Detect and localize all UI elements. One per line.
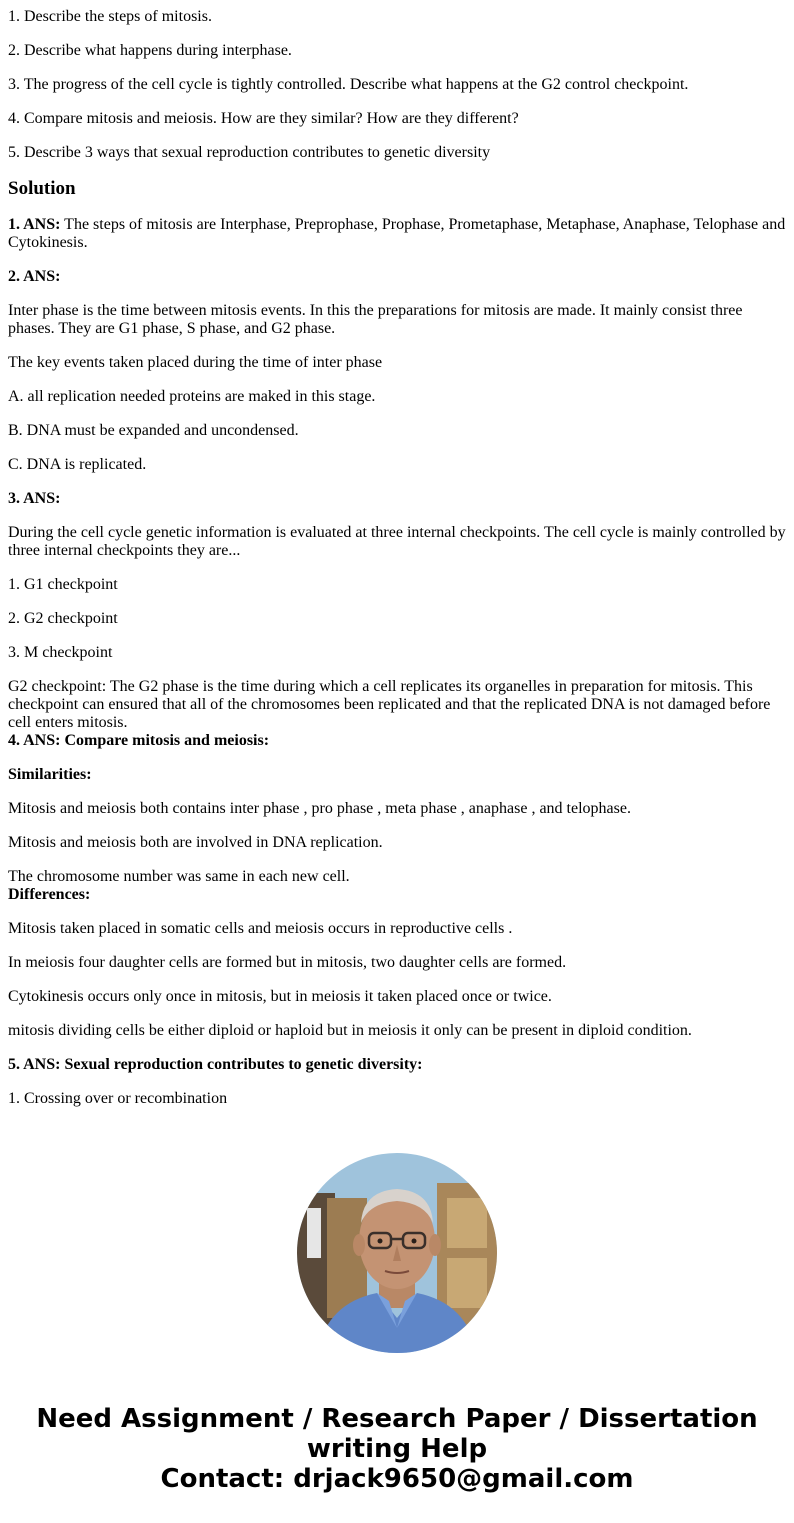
answer-1-label: 1. ANS: [8, 216, 61, 233]
similarity-item: Mitosis and meiosis both contains inter phase , pro phase , meta phase , anaphase , and telophase. [8, 800, 631, 817]
answer-4-label [8, 732, 790, 750]
question-4: 4. Compare mitosis and meiosis. How are they similar? How are they different? [8, 110, 519, 127]
answer-4-label-text: 4. ANS: Compare mitosis and meiosis: [8, 732, 270, 749]
answer-5-label-text: 5. ANS: Sexual reproduction contributes to genetic diversity: [8, 1056, 423, 1073]
similarity-item: Mitosis and meiosis both are involved in DNA replication. [8, 834, 383, 851]
answer-2-key-events: The key events taken placed during the time of inter phase [8, 354, 383, 371]
question-1: 1. Describe the steps of mitosis. [8, 8, 212, 25]
difference-item: In meiosis four daughter cells are formed but in mitosis, two daughter cells are formed. [8, 954, 567, 971]
answer-2-label [8, 268, 790, 286]
similarity-item: The chromosome number was same in each new cell. [8, 868, 350, 885]
answer-2-item: A. all replication needed proteins are maked in this stage. [8, 388, 376, 405]
answer-3-g2: G2 checkpoint: The G2 phase is the time during which a cell replicates its organelles in preparation for mitosis. This checkpoint can ensured that all of the chromosomes been replicated and that the replicated DNA is not damaged before cell enters mitosis. [8, 678, 771, 731]
difference-item: Cytokinesis occurs only once in mitosis, but in meiosis it taken placed once or twice. [8, 988, 552, 1005]
answer-2-item: C. DNA is replicated. [8, 456, 147, 473]
answer-3-intro: During the cell cycle genetic information is evaluated at three internal checkpoints. The cell cycle is mainly controlled by three internal checkpoints they are... [8, 524, 786, 559]
document-body [8, 8, 790, 1124]
differences-label-text: Differences: [8, 886, 91, 903]
answer-5-label [8, 1056, 790, 1074]
similarities-label-text: Similarities: [8, 766, 92, 783]
question-5: 5. Describe 3 ways that sexual reproduction contributes to genetic diversity [8, 144, 491, 161]
answer-3-label [8, 490, 790, 508]
answer-2-item: B. DNA must be expanded and uncondensed. [8, 422, 299, 439]
answer-2-label-text: 2. ANS: [8, 268, 61, 285]
answer-3-label-text: 3. ANS: [8, 490, 61, 507]
answer-2-intro: Inter phase is the time between mitosis events. In this the preparations for mitosis are made. It mainly consist three phases. They are G1 phase, S phase, and G2 phase. [8, 302, 743, 337]
answer-1 [8, 216, 790, 252]
difference-item: mitosis dividing cells be either diploid or haploid but in meiosis it only can be present in diploid condition. [8, 1022, 692, 1039]
contact-footer [0, 1404, 794, 1494]
differences-label [8, 886, 790, 904]
answer-3-item: 3. M checkpoint [8, 644, 113, 661]
author-avatar [297, 1153, 497, 1353]
footer-contact-email[interactable]: Contact: drjack9650@gmail.com [160, 1464, 634, 1494]
question-3: 3. The progress of the cell cycle is tightly controlled. Describe what happens at the G2 control checkpoint. [8, 76, 689, 93]
difference-item: Mitosis taken placed in somatic cells and meiosis occurs in reproductive cells . [8, 920, 513, 937]
author-portrait-icon [297, 1153, 497, 1353]
answer-3-item: 1. G1 checkpoint [8, 576, 118, 593]
similarities-label [8, 766, 790, 784]
footer-line-1: Need Assignment / Research Paper / Dissertation [36, 1404, 758, 1434]
question-2: 2. Describe what happens during interphase. [8, 42, 292, 59]
solution-heading: Solution [8, 178, 76, 199]
answer-3-item: 2. G2 checkpoint [8, 610, 118, 627]
footer-line-2: writing Help [306, 1434, 488, 1464]
answer-1-text: The steps of mitosis are Interphase, Preprophase, Prophase, Prometaphase, Metaphase, Anaphase, Telophase and Cytokinesis. [8, 216, 786, 251]
answer-5-item: 1. Crossing over or recombination [8, 1090, 228, 1107]
